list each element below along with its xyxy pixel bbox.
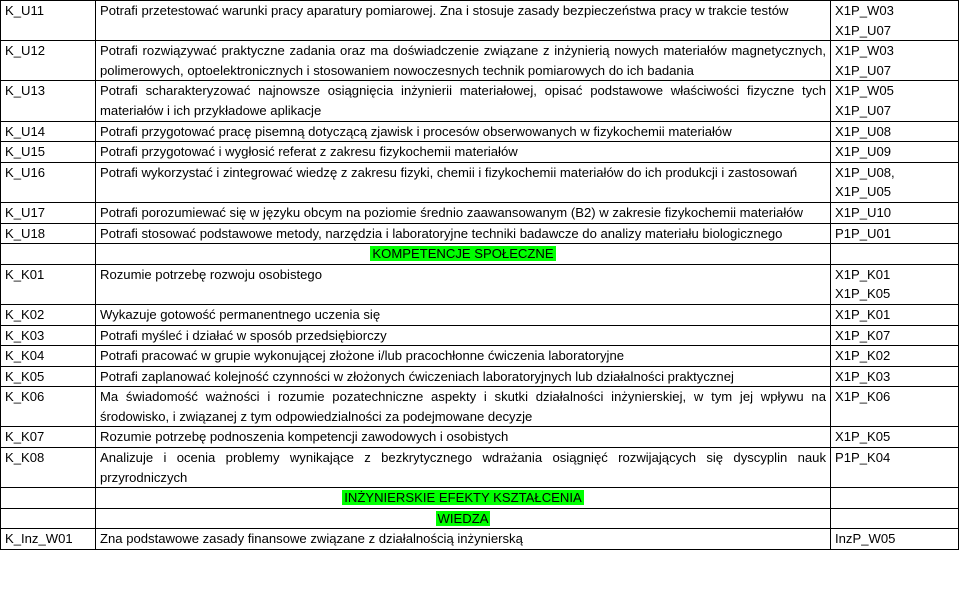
- outcome-description: Potrafi przetestować warunki pracy aparatury pomiarowej. Zna i stosuje zasady bezpieczeństwa pracy w trakcie testów: [96, 1, 831, 41]
- outcome-code: K_U13: [1, 81, 96, 121]
- reference-code: X1P_W05: [835, 83, 894, 99]
- reference-codes: [831, 121, 959, 142]
- outcome-code: K_U12: [1, 41, 96, 81]
- table-row: [1, 325, 959, 346]
- reference-codes: [831, 142, 959, 163]
- reference-code: X1P_U07: [835, 102, 892, 118]
- outcome-description: Zna podstawowe zasady finansowe związane z działalnością inżynierską: [96, 529, 831, 550]
- outcome-code: K_Inz_W01: [1, 529, 96, 550]
- outcome-description: Potrafi wykorzystać i zintegrować wiedzę z zakresu fizyki, chemii i fizykochemii materiałów do ich produkcji i zastosowań: [96, 162, 831, 202]
- section-header-row: [1, 488, 959, 509]
- reference-code: X1P_W03: [835, 3, 894, 18]
- section-header-row: [1, 508, 959, 529]
- table-body: [1, 1, 959, 550]
- outcome-description: Potrafi porozumiewać się w języku obcym na poziomie średnio zaawansowanym (B2) w zakresie fizykochemii materiałów: [96, 202, 831, 223]
- reference-codes: [831, 1, 959, 41]
- reference-code: X1P_U07: [835, 22, 892, 38]
- section-header-label: WIEDZA: [437, 510, 489, 526]
- reference-codes: [831, 387, 959, 427]
- outcome-description: Potrafi stosować podstawowe metody, narzędzia i laboratoryjne techniki badawcze do analizy materiału biologicznego: [96, 223, 831, 244]
- section-spacer-cell: [831, 508, 959, 529]
- reference-codes: [831, 366, 959, 387]
- reference-code: X1P_U10: [835, 204, 892, 220]
- reference-code: X1P_K01: [835, 306, 891, 322]
- reference-codes: [831, 448, 959, 488]
- outcome-description: Potrafi przygotować i wygłosić referat z zakresu fizykochemii materiałów: [96, 142, 831, 163]
- reference-code: X1P_K02: [835, 348, 891, 364]
- table-row: [1, 366, 959, 387]
- reference-codes: [831, 81, 959, 121]
- outcome-code: K_U17: [1, 202, 96, 223]
- reference-code: P1P_K04: [835, 450, 891, 466]
- reference-codes: [831, 346, 959, 367]
- table-row: [1, 427, 959, 448]
- reference-code: X1P_U09: [835, 144, 892, 160]
- outcome-description: Rozumie potrzebę rozwoju osobistego: [96, 264, 831, 304]
- reference-codes: [831, 264, 959, 304]
- section-spacer-cell: [1, 508, 96, 529]
- outcome-code: K_K06: [1, 387, 96, 427]
- outcome-code: K_K05: [1, 366, 96, 387]
- outcome-description: Potrafi myśleć i działać w sposób przedsiębiorczy: [96, 325, 831, 346]
- reference-code: P1P_U01: [835, 225, 892, 241]
- table-row: [1, 529, 959, 550]
- table-row: [1, 162, 959, 202]
- table-row: [1, 223, 959, 244]
- outcome-code: K_K03: [1, 325, 96, 346]
- section-header-label: INŻYNIERSKIE EFEKTY KSZTAŁCENIA: [344, 490, 582, 506]
- reference-codes: [831, 529, 959, 550]
- table-row: [1, 81, 959, 121]
- section-spacer-cell: [1, 244, 96, 265]
- section-spacer-cell: [831, 244, 959, 265]
- reference-code: InzP_W05: [835, 531, 896, 547]
- reference-code: X1P_U07: [835, 62, 892, 78]
- reference-codes: [831, 162, 959, 202]
- table-row: [1, 304, 959, 325]
- outcome-code: K_K02: [1, 304, 96, 325]
- section-header: [96, 488, 831, 509]
- outcome-code: K_U15: [1, 142, 96, 163]
- table-row: [1, 1, 959, 41]
- reference-codes: [831, 325, 959, 346]
- reference-code: X1P_K07: [835, 327, 891, 343]
- section-spacer-cell: [831, 488, 959, 509]
- table-row: [1, 121, 959, 142]
- section-spacer-cell: [1, 488, 96, 509]
- table-row: [1, 41, 959, 81]
- outcome-description: Potrafi rozwiązywać praktyczne zadania oraz ma doświadczenie związane z inżynierią nowych materiałów magnetycznych, polimerowych, optoelektronicznych i stosowaniem nowoczesnych technik pomiarowych do ich badania: [96, 41, 831, 81]
- outcome-code: K_K04: [1, 346, 96, 367]
- table-row: [1, 142, 959, 163]
- reference-code: X1P_U05: [835, 184, 892, 200]
- reference-codes: [831, 427, 959, 448]
- outcome-code: K_U18: [1, 223, 96, 244]
- section-header-row: [1, 244, 959, 265]
- outcome-description: Wykazuje gotowość permanentnego uczenia się: [96, 304, 831, 325]
- section-header: [96, 508, 831, 529]
- reference-code: X1P_U08: [835, 123, 892, 139]
- table-row: [1, 264, 959, 304]
- outcome-description: Potrafi pracować w grupie wykonującej złożone i/lub pracochłonne ćwiczenia laboratoryjne: [96, 346, 831, 367]
- reference-code: X1P_K06: [835, 389, 891, 405]
- reference-codes: [831, 223, 959, 244]
- table-row: [1, 346, 959, 367]
- outcome-code: K_U16: [1, 162, 96, 202]
- outcome-description: Analizuje i ocenia problemy wynikające z bezkrytycznego wdrażania osiągnięć rozwijających się dyscyplin nauk przyrodniczych: [96, 448, 831, 488]
- reference-codes: [831, 304, 959, 325]
- section-header: [96, 244, 831, 265]
- table-row: [1, 387, 959, 427]
- outcome-description: Potrafi zaplanować kolejność czynności w złożonych ćwiczeniach laboratoryjnych lub działalności praktycznej: [96, 366, 831, 387]
- reference-code: X1P_K01: [835, 266, 891, 282]
- table-row: [1, 448, 959, 488]
- reference-code: X1P_K05: [835, 429, 891, 445]
- outcome-description: Potrafi przygotować pracę pisemną dotyczącą zjawisk i procesów obserwowanych w fizykochemii materiałów: [96, 121, 831, 142]
- table-row: [1, 202, 959, 223]
- outcome-code: K_K01: [1, 264, 96, 304]
- outcome-code: K_U11: [1, 1, 96, 41]
- outcome-description: Ma świadomość ważności i rozumie pozatechniczne aspekty i skutki działalności inżynierskiej, w tym jej wpływu na środowisko, i związanej z tym odpowiedzialności za podejmowane decyzje: [96, 387, 831, 427]
- reference-codes: [831, 202, 959, 223]
- outcome-code: K_K07: [1, 427, 96, 448]
- reference-code: X1P_K03: [835, 368, 891, 384]
- reference-code: X1P_K05: [835, 286, 891, 302]
- section-header-label: KOMPETENCJE SPOŁECZNE: [372, 246, 554, 262]
- reference-code: X1P_W03: [835, 43, 894, 59]
- outcome-code: K_U14: [1, 121, 96, 142]
- outcome-code: K_K08: [1, 448, 96, 488]
- outcome-description: Potrafi scharakteryzować najnowsze osiągnięcia inżynierii materiałowej, opisać podstawowe właściwości fizyczne tych materiałów i ich przykładowe aplikacje: [96, 81, 831, 121]
- outcome-description: Rozumie potrzebę podnoszenia kompetencji zawodowych i osobistych: [96, 427, 831, 448]
- reference-code: X1P_U08,: [835, 164, 895, 180]
- reference-codes: [831, 41, 959, 81]
